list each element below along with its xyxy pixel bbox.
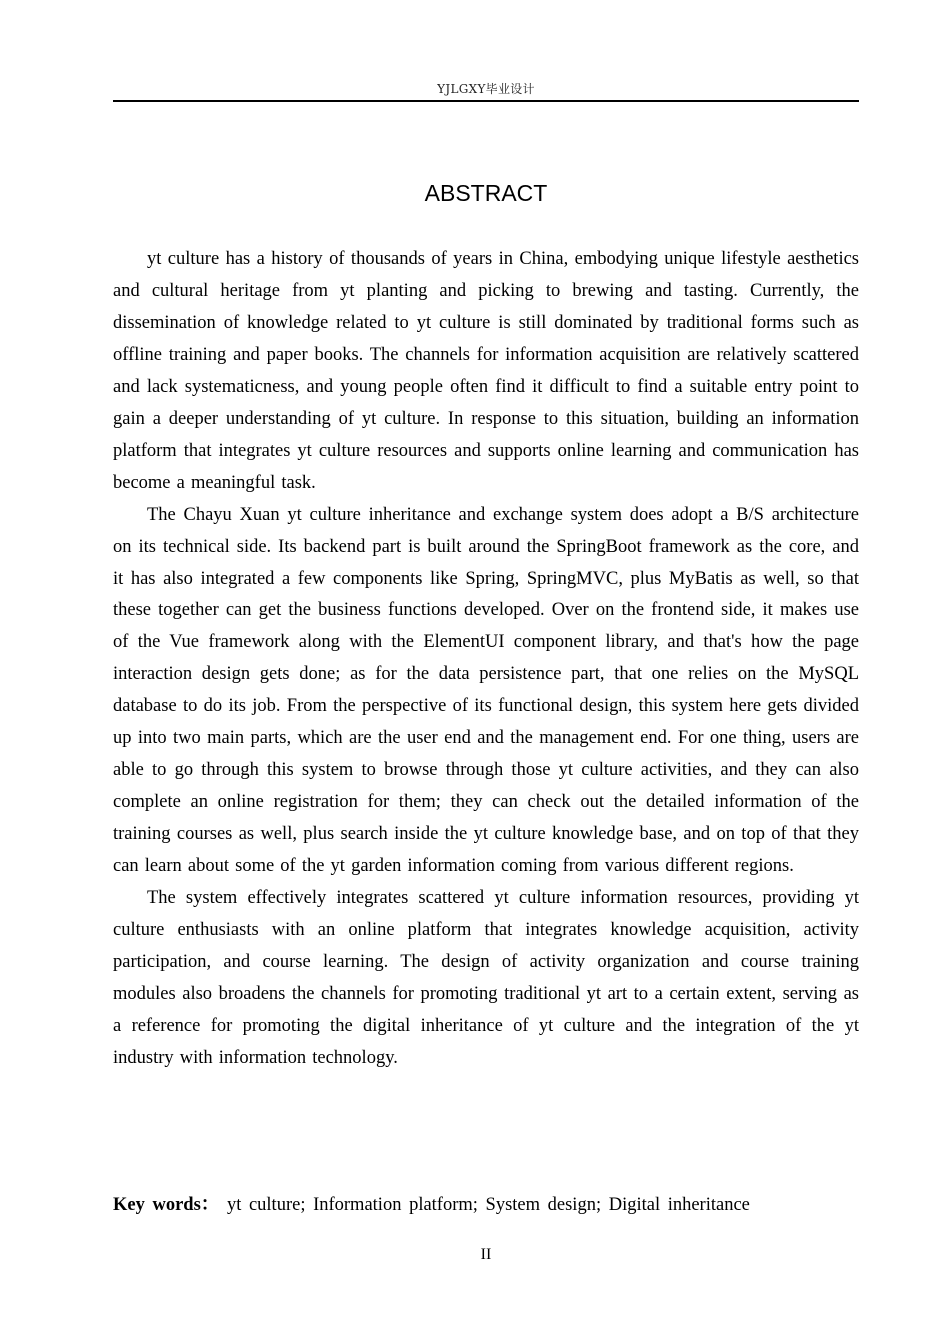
abstract-paragraph: The Chayu Xuan yt culture inheritance and exchange system does adopt a B/S architecture on its technical side. Its backend part is built around the SpringBoot framework as the core, and it has also integrated a few components like Spring, SpringMVC, plus MyBatis as well, so that these together can get the business functions developed. Over on the frontend side, it makes use of the Vue framework along with the ElementUI component library, and that's how the page interaction design gets done; as for the data persistence part, that one relies on the MySQL database to do its job. From the perspective of its functional design, this system here gets divided up into two main parts, which are the user end and the management end. For one thing, users are able to go through this system to browse through those yt culture activities, and they can also complete an online registration for them; they can check out the detailed information of the training courses as well, plus search inside the yt culture knowledge base, and on top of that they can learn about some of the yt garden information coming from various different regions. [113,504,859,877]
keywords-text: yt culture; Information platform; System design; Digital inheritance [226,1195,750,1215]
running-header: YJLGXY毕业设计 [437,82,535,96]
abstract-paragraph: yt culture has a history of thousands of years in China, embodying unique lifestyle aesthetics and cultural heritage from yt planting and picking to brewing and tasting. Currently, the dissemination of knowledge related to yt culture is still dominated by traditional forms such as offline training and paper books. The channels for information acquisition are relatively scattered and lack systematicness, and young people often find it difficult to find a suitable entry point to gain a deeper understanding of yt culture. In response to this situation, building an information platform that integrates yt culture resources and supports online learning and communication has become a meaningful task. [113,249,859,493]
keywords-separator: ： [200,1195,220,1215]
header-rule [113,100,859,102]
abstract-body [113,244,859,1075]
keywords-label: Key words [113,1195,201,1215]
keywords-line [113,1190,859,1216]
abstract-paragraph: The system effectively integrates scattered yt culture information resources, providing yt culture enthusiasts with an online platform that integrates knowledge acquisition, activity participation, and course learning. The design of activity organization and course training modules also broadens the channels for promoting traditional yt art to a certain extent, serving as a reference for promoting the digital inheritance of yt culture and the integration of the yt industry with information technology. [113,888,859,1068]
page-number: II [480,1246,492,1263]
abstract-title: ABSTRACT [424,180,548,206]
